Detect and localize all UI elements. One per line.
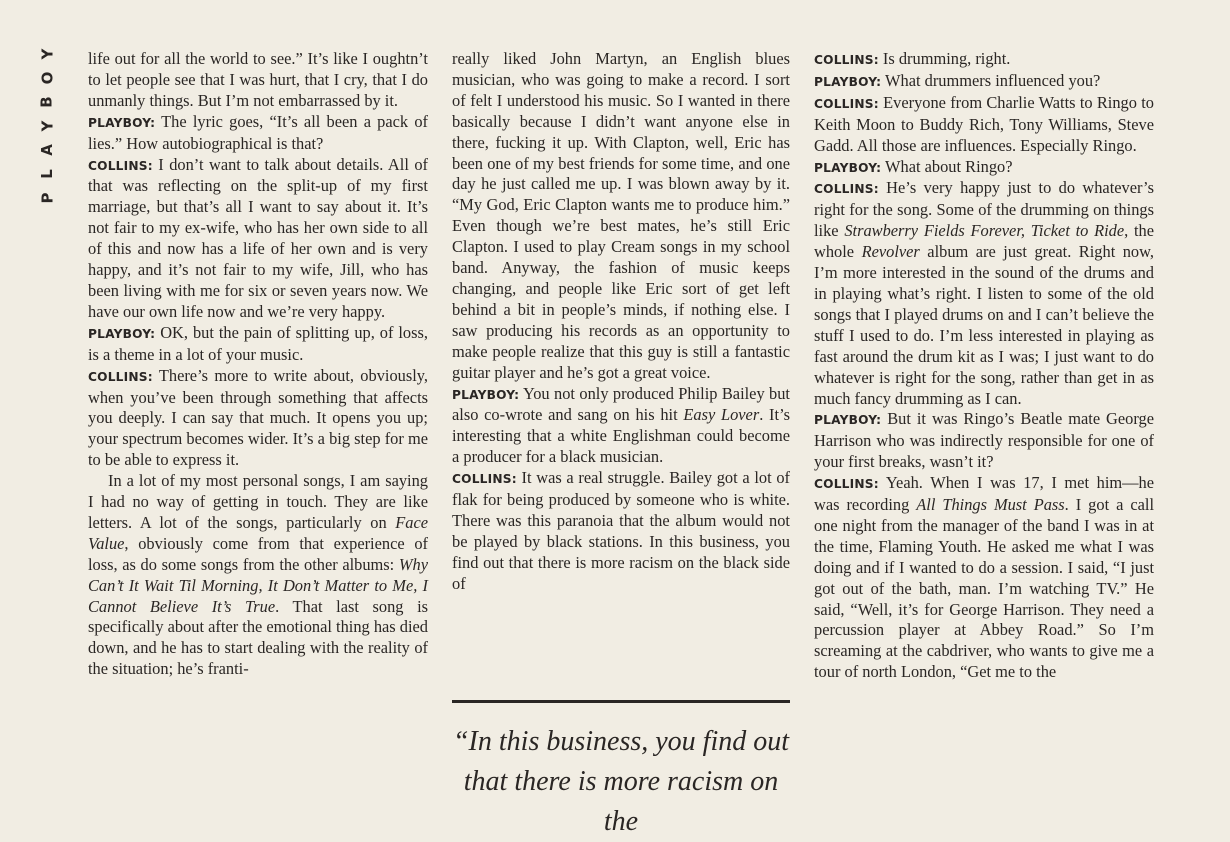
speaker-label: PLAYBOY: [88,115,156,130]
answer-paragraph: COLLINS: There’s more to write about, obviously, when you’ve been through something that affects you deeply. I can say that much. It opens you up; your spectrum becomes wider. It’s a big step for me to be able to express it. [88,365,428,470]
magazine-letter: Y [38,48,56,60]
speaker-label: COLLINS: [814,182,879,197]
pull-quote: “In this business, you find out that there is more racism on the [452,726,789,837]
answer-paragraph: COLLINS: Is drumming, right. [814,49,1011,68]
question-paragraph: PLAYBOY: OK, but the pain of splitting up, of loss, is a theme in a lot of your music. [88,322,428,364]
speaker-label: PLAYBOY: [814,413,882,428]
answer-paragraph: COLLINS: Everyone from Charlie Watts to Ringo to Keith Moon to Buddy Rich, Tony Williams, Steve Gadd. All those are influences. Especially Ringo. [814,92,1154,155]
speaker-label: COLLINS: [88,158,153,173]
text-column-3 [814,49,1154,683]
speaker-label: PLAYBOY: [814,74,882,89]
paragraph: really liked John Martyn, an English blues musician, who was going to make a record. I sort of felt I understood his music. So I wanted in there basically because I didn’t want anyone else in there, fucking it up. With Clapton, well, Eric has been one of my best friends for some time, and one day he just called me up. I was blown away by it. “My God, Eric Clapton wants me to produce him.” Even though we’re best mates, he’s still Eric Clapton. I used to play Cream songs in my school band. Anyway, the fashion of music keeps changing, and people like Eric sort of get left behind a bit in people’s minds, if nothing else. I saw producing his records as an opportunity to make people realize that this guy is still a fantastic guitar player and he’s got a great voice. [452,49,790,382]
magazine-letter: A [37,144,56,156]
speaker-label: PLAYBOY: [814,160,882,175]
magazine-letter: L [38,169,56,179]
speaker-label: COLLINS: [814,96,879,111]
song-title: Easy Lover [683,405,760,425]
answer-paragraph: COLLINS: Yeah. When I was 17, I met him—he was recording All Things Must Pass. I got a call one night from the manager of the band I was in at the time, Flaming Youth. He asked me what I was doing and if I wanted to do a session. I said, “I just got out of the bath, man. I’m watching TV.” He said, “Well, it’s for George Harrison. They need a percussion player at Abbey Road.” So I’m screaming at the cabdriver, who wants to give me a tour of north London, “Get me to the [814,473,1154,682]
speaker-label: COLLINS: [814,53,879,67]
text-column-1 [88,49,428,680]
answer-paragraph: COLLINS: It was a real struggle. Bailey got a lot of flak for being produced by someone who is white. There was this paranoia that the album would not be played by black stations. In this business, you find out that there is more racism on the black side of [452,468,790,593]
magazine-letter: O [37,71,56,85]
paragraph: life out for all the world to see.” It’s like I oughtn’t to let people see that I was hurt, that I cry, that I do unmanly things. But I’m not embarrassed by it. [88,49,428,110]
question-paragraph: PLAYBOY: You not only produced Philip Bailey but also co-wrote and sang on his hit Easy Lover. It’s interesting that a white Englishman could become a producer for a black musician. [452,383,791,467]
paragraph: In a lot of my most personal songs, I am saying I had no way of getting in touch. They are like letters. A lot of the songs, particularly on Face Value, obviously come from that experience of loss, as do some songs from the other albums: Why Can’t It Wait Til Morning, It Don’t Matter to Me, I Cannot Believe It’s True. That last song is specifically about after the emotional thing has died down, and he has to start dealing with the reality of the situation; he’s franti- [88,471,428,679]
speaker-label: COLLINS: [88,369,153,384]
answer-paragraph: COLLINS: I don’t want to talk about details. All of that was reflecting on the split-up of my first marriage, but that’s all I want to say about it. It’s not fair to my ex-wife, who has her own side to all of this and now has a life of her own and is very happy, and it’s not fair to my wife, Jill, who has been living with me for six or seven years now. We have our own life now and we’re very happy. [88,154,428,321]
magazine-letter: P [38,192,56,204]
album-title: Revolver [861,242,920,262]
question-paragraph: PLAYBOY: But it was Ringo’s Beatle mate George Harrison who was indirectly responsible for one of your first breaks, wasn’t it? [814,409,1154,472]
text-column-2 [452,49,790,595]
speaker-label: COLLINS: [452,472,517,487]
question-paragraph: PLAYBOY: The lyric goes, “It’s all been a pack of lies.” How autobiographical is that? [88,111,428,153]
speaker-label: COLLINS: [814,477,879,492]
album-title: All Things Must Pass [916,495,1065,515]
album-title: Face Value [88,512,428,553]
pull-quote-rule [452,700,790,703]
answer-paragraph: COLLINS: He’s very happy just to do whatever’s right for the song. Some of the drumming on things like Strawberry Fields Forever, Ticket to Ride, the whole Revolver album are just great. Right now, I’m more interested in the sound of the drums and in playing what’s right. I listen to some of the old songs that I played drums on and I can’t believe the stuff I used to do. I’m less interested in playing as fast around the drum kit as I was; I just want to do whatever is right for the song, rather than get in as much fancy drumming as I can. [814,178,1154,408]
speaker-label: PLAYBOY: [88,326,156,341]
question-paragraph: PLAYBOY: What drummers influenced you? [814,70,1101,90]
speaker-label: PLAYBOY: [452,387,520,402]
magazine-letter: B [38,96,56,108]
question-paragraph: PLAYBOY: What about Ringo? [814,156,1013,176]
song-titles: Strawberry Fields Forever, Ticket to Ride [844,221,1125,241]
song-titles: Why Can’t It Wait Til Morning, It Don’t Matter to Me, I Cannot Believe It’s True [88,554,428,616]
magazine-letter: Y [38,120,56,132]
magazine-name-vertical [30,42,64,210]
